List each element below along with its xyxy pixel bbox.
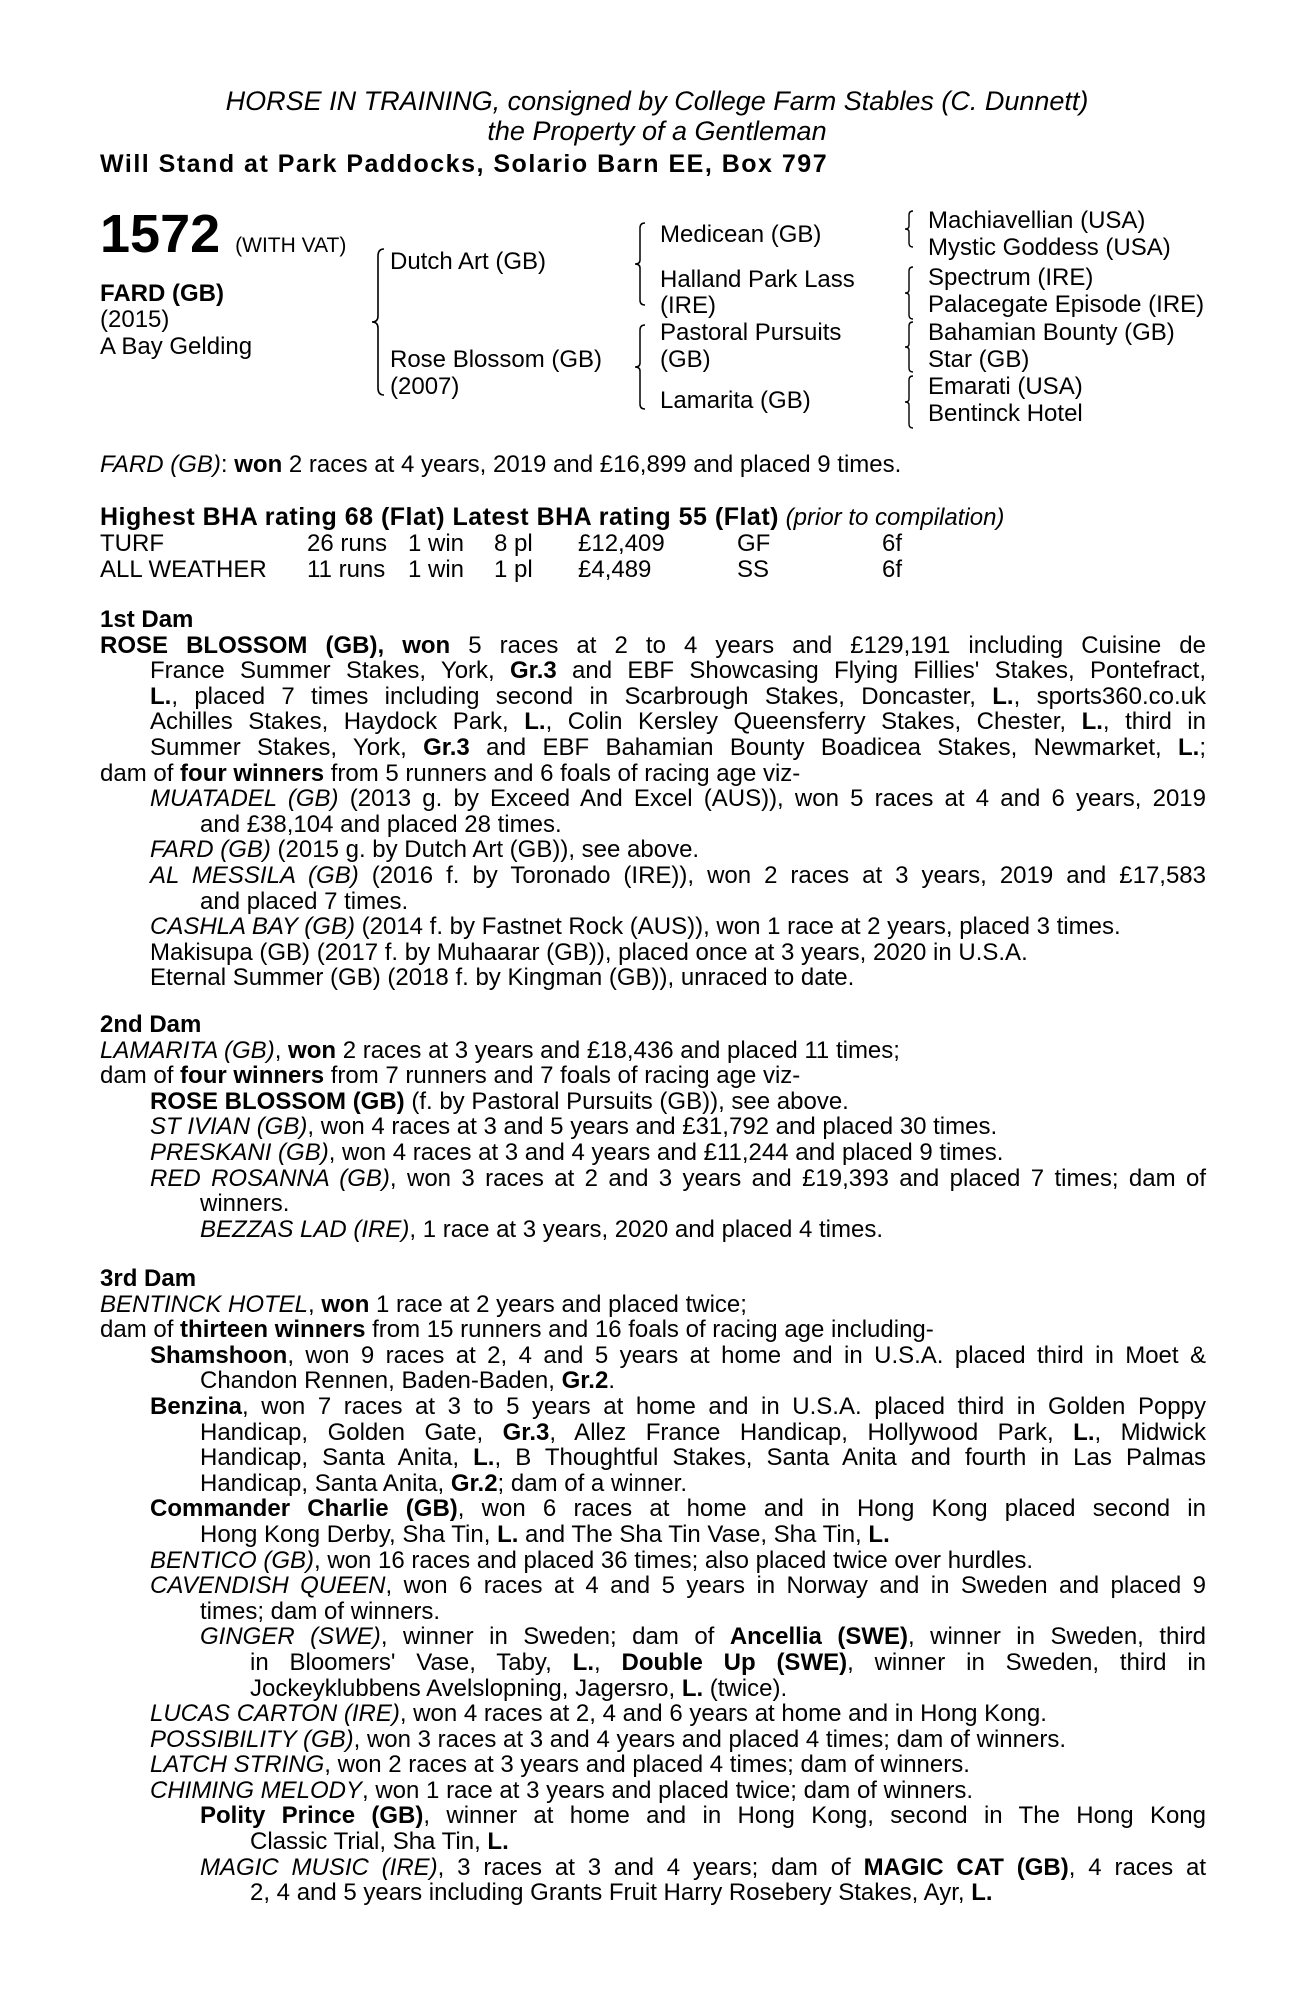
header-consignor: HORSE IN TRAINING, consigned by College Farm Stables (C. Dunnett) <box>225 86 1089 116</box>
rating-runs: 26 runs <box>307 530 388 557</box>
rating-runs: 11 runs <box>307 556 386 583</box>
rating-prize: £4,489 <box>578 556 652 583</box>
lot-number: 1572 <box>100 204 221 264</box>
foaling-year: (2015) <box>100 306 170 333</box>
progeny-entry: CHIMING MELODY, won 1 race at 3 years and placed twice; dam of winners. <box>150 1776 973 1804</box>
progeny-entry: AL MESSILA (GB) (2016 f. by Toronado (IRE)), won 2 races at 3 years, 2019 and £17,583 <box>150 861 1206 889</box>
progeny-entry: ST IVIAN (GB), won 4 races at 3 and 5 years and £31,792 and placed 30 times. <box>150 1113 998 1141</box>
header-stand-location: Will Stand at Park Paddocks, Solario Barn EE, Box 797 <box>100 150 829 178</box>
horse-description: A Bay Gelding <box>100 333 253 360</box>
pedigree-sire: Dutch Art (GB) <box>390 248 547 275</box>
progeny-entry: BENTICO (GB), won 16 races and placed 36 times; also placed twice over hurdles. <box>150 1546 1034 1574</box>
pedigree-brace-3 <box>633 324 647 410</box>
pedigree-dam-line1: Rose Blossom (GB) <box>390 346 603 373</box>
rating-going: GF <box>737 530 771 557</box>
pedigree-ggs-2: Spectrum (IRE) <box>928 264 1094 291</box>
first-dam-section: 1st Dam ROSE BLOSSOM (GB), won 5 races at 2 to 4 years and £129,191 including Cuisine de France Summer Stakes, York, Gr.3 and EBF Showcasing Flying Fillies' Stakes, Pontefract, L., placed 7 times including second in Scarbrough Stakes, Doncaster, L., sports360.co.uk Achilles Stakes, Haydock Park, L., Colin Kersley Queensferry Stakes, Chester, L., third in Summer Stakes, York, Gr.3 and EBF Bahamian Bounty Boadicea Stakes, Newmarket, L.; dam of four winners from 5 runners and 6 foals of racing age viz- MUATADEL (GB) (2013 g. by Exceed And Excel (AUS)), won 5 races at 4 and 6 years, 2019 and £38,104 and placed 28 times. FARD (GB) (2015 g. by Dutch Art (GB)), see above. AL MESSILA (GB) (2016 f. by Toronado (IRE)), won 2 races at 3 years, 2019 and £17,583 and placed 7 times. CASHLA BAY (GB) (2014 f. by Fastnet Rock (AUS)), won 1 race at 2 years, placed 3 times. Makisupa (GB) (2017 f. by Muhaarar (GB)), placed once at 3 years, 2020 in U.S.A. Eternal Summer (GB) (2018 f. by Kingman (GB)), unraced to date. <box>100 606 1207 992</box>
pedigree-brace-1 <box>370 248 386 396</box>
section-heading: 1st Dam <box>100 606 194 633</box>
progeny-entry: PRESKANI (GB), won 4 races at 3 and 4 years and £11,244 and placed 9 times. <box>150 1138 1004 1166</box>
rating-surface: ALL WEATHER <box>100 556 267 583</box>
rating-distance: 6f <box>882 556 903 583</box>
progeny-entry: MUATADEL (GB) (2013 g. by Exceed And Excel (AUS)), won 5 races at 4 and 6 years, 2019 <box>150 785 1206 813</box>
rating-surface: TURF <box>100 530 164 557</box>
lot-number-line <box>100 204 347 273</box>
pedigree-ggs-1: Machiavellian (USA) <box>928 207 1146 234</box>
progeny-entry: GINGER (SWE), winner in Sweden; dam of Ancellia (SWE), winner in Sweden, third <box>200 1623 1207 1651</box>
pedigree-ggs-3: Bahamian Bounty (GB) <box>928 319 1175 346</box>
progeny-entry: CASHLA BAY (GB) (2014 f. by Fastnet Rock (AUS)), won 1 race at 2 years, placed 3 times. <box>150 913 1121 941</box>
pedigree-granddam-1-line2: (IRE) <box>660 292 716 319</box>
pedigree-grandsire-2-line1: Pastoral Pursuits <box>660 319 842 346</box>
pedigree-granddam-1-line1: Halland Park Lass <box>660 266 855 293</box>
pedigree-dam-line2: (2007) <box>390 373 460 400</box>
vat-label: (WITH VAT) <box>235 234 347 257</box>
progeny-entry: MAGIC MUSIC (IRE), 3 races at 3 and 4 years; dam of MAGIC CAT (GB), 4 races at <box>200 1853 1206 1881</box>
progeny-entry: Benzina, won 7 races at 3 to 5 years at home and in U.S.A. placed third in Golden Poppy <box>150 1392 1206 1420</box>
rating-placed: 1 pl <box>494 556 533 583</box>
progeny-entry: RED ROSANNA (GB), won 3 races at 2 and 3 years and £19,393 and placed 7 times; dam of <box>150 1164 1206 1192</box>
progeny-entry: FARD (GB) (2015 g. by Dutch Art (GB)), see above. <box>150 836 700 864</box>
section-heading: 2nd Dam <box>100 1011 202 1038</box>
pedigree-granddam-2: Lamarita (GB) <box>660 387 811 414</box>
rating-wins: 1 win <box>408 530 465 557</box>
progeny-entry: LATCH STRING, won 2 races at 3 years and placed 4 times; dam of winners. <box>150 1751 970 1779</box>
pedigree-brace-7 <box>903 375 915 429</box>
progeny-entry: POSSIBILITY (GB), won 3 races at 3 and 4 years and placed 4 times; dam of winners. <box>150 1725 1067 1753</box>
progeny-entry: CAVENDISH QUEEN, won 6 races at 4 and 5 years in Norway and in Sweden and placed 9 <box>150 1572 1207 1600</box>
section-heading: 3rd Dam <box>100 1265 197 1292</box>
pedigree-brace-6 <box>903 321 915 373</box>
pedigree-ggd-2: Palacegate Episode (IRE) <box>928 291 1205 318</box>
rating-placed: 8 pl <box>494 530 533 557</box>
pedigree-grandsire-1: Medicean (GB) <box>660 221 822 248</box>
rating-wins: 1 win <box>408 556 465 583</box>
pedigree-ggs-4: Emarati (USA) <box>928 373 1083 400</box>
pedigree-grandsire-2-line2: (GB) <box>660 346 711 373</box>
progeny-entry: Polity Prince (GB), winner at home and in Hong Kong, second in The Hong Kong <box>200 1802 1206 1830</box>
pedigree-brace-5 <box>903 266 915 320</box>
header-property: the Property of a Gentleman <box>487 116 827 146</box>
progeny-entry: Commander Charlie (GB), won 6 races at home and in Hong Kong placed second in <box>150 1495 1206 1523</box>
second-dam-section: 2nd Dam LAMARITA (GB), won 2 races at 3 years and £18,436 and placed 11 times; dam of four winners from 7 runners and 7 foals of racing age viz- ROSE BLOSSOM (GB) (f. by Pastoral Pursuits (GB)), see above. ST IVIAN (GB), won 4 races at 3 and 5 years and £31,792 and placed 30 times. PRESKANI (GB), won 4 races at 3 and 4 years and £11,244 and placed 9 times. RED ROSANNA (GB), won 3 races at 2 and 3 years and £19,393 and placed 7 times; dam of winners. BEZZAS LAD (IRE), 1 race at 3 years, 2020 and placed 4 times. <box>100 1011 1206 1243</box>
third-dam-section: 3rd Dam BENTINCK HOTEL, won 1 race at 2 years and placed twice; dam of thirteen winners from 15 runners and 16 foals of racing age including- Shamshoon, won 9 races at 2, 4 and 5 years at home and in U.S.A. placed third in Moet & Chandon Rennen, Baden-Baden, Gr.2. Benzina, won 7 races at 3 to 5 years at home and in U.S.A. placed third in Golden Poppy Handicap, Golden Gate, Gr.3, Allez France Handicap, Hollywood Park, L., Midwick Handicap, Santa Anita, L., B Thoughtful Stakes, Santa Anita and fourth in Las Palmas Handicap, Santa Anita, Gr.2; dam of a winner. Commander Charlie (GB), won 6 races at home and in Hong Kong placed second in Hong Kong Derby, Sha Tin, L. and The Sha Tin Vase, Sha Tin, L. BENTICO (GB), won 16 races and placed 36 times; also placed twice over hurdles. CAVENDISH QUEEN, won 6 races at 4 and 5 years in Norway and in Sweden and placed 9 times; dam of winners. GINGER (SWE), winner in Sweden; dam of Ancellia (SWE), winner in Sweden, third in Bloomers' Vase, Taby, L., Double Up (SWE), winner in Sweden, third in Jockeyklubbens Avelslopning, Jagersro, L. (twice). LUCAS CARTON (IRE), won 4 races at 2, 4 and 6 years at home and in Hong Kong. POSSIBILITY (GB), won 3 races at 3 and 4 years and placed 4 times; dam of winners. LATCH STRING, won 2 races at 3 years and placed 4 times; dam of winners. CHIMING MELODY, won 1 race at 3 years and placed twice; dam of winners. Polity Prince (GB), winner at home and in Hong Kong, second in The Hong Kong Classic Trial, Sha Tin, L. MAGIC MUSIC (IRE), 3 races at 3 and 4 years; dam of MAGIC CAT (GB), 4 races at 2, 4 and 5 years including Grants Fruit Harry Rosebery Stakes, Ayr, L. <box>100 1265 1207 1907</box>
pedigree-ggd-4: Bentinck Hotel <box>928 400 1083 427</box>
pedigree-brace-2 <box>633 222 647 306</box>
progeny-entry: Shamshoon, won 9 races at 2, 4 and 5 years at home and in U.S.A. placed third in Moet & <box>150 1341 1206 1369</box>
progeny-entry: Makisupa (GB) (2017 f. by Muhaarar (GB)), placed once at 3 years, 2020 in U.S.A. <box>150 938 1028 966</box>
rating-prize: £12,409 <box>578 530 665 557</box>
progeny-entry: BEZZAS LAD (IRE), 1 race at 3 years, 2020 and placed 4 times. <box>200 1215 883 1243</box>
progeny-entry: ROSE BLOSSOM (GB) (f. by Pastoral Pursuits (GB)), see above. <box>150 1087 849 1115</box>
progeny-entry: LUCAS CARTON (IRE), won 4 races at 2, 4 and 6 years at home and in Hong Kong. <box>150 1700 1047 1728</box>
rating-going: SS <box>737 556 770 583</box>
horse-name: FARD (GB) <box>100 280 224 307</box>
rating-distance: 6f <box>882 530 903 557</box>
bha-rating: Highest BHA rating 68 (Flat) Latest BHA rating 55 (Flat) (prior to compilation) <box>100 503 1005 531</box>
pedigree-ggd-1: Mystic Goddess (USA) <box>928 234 1171 261</box>
pedigree-brace-4 <box>903 210 915 248</box>
pedigree-ggd-3: Star (GB) <box>928 346 1030 373</box>
race-summary: FARD (GB): won 2 races at 4 years, 2019 and £16,899 and placed 9 times. <box>100 451 902 478</box>
progeny-entry: Eternal Summer (GB) (2018 f. by Kingman (GB)), unraced to date. <box>150 964 855 992</box>
